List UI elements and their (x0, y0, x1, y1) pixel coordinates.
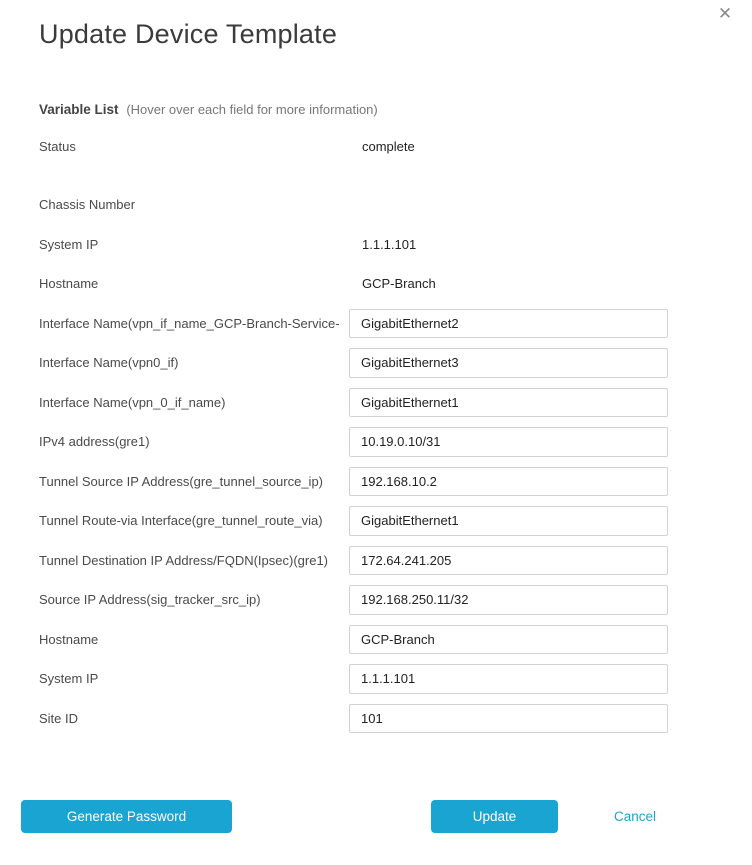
row-system-ip-readonly (39, 225, 668, 265)
system-ip-input[interactable] (349, 664, 668, 694)
row-status (39, 127, 668, 167)
status-label: Status (39, 139, 76, 155)
source-ip-sig-tracker-label: Source IP Address(sig_tracker_src_ip) (39, 592, 261, 608)
chassis-number-label: Chassis Number (39, 197, 136, 213)
hostname-input[interactable] (349, 625, 668, 655)
ipv4-address-gre1-label: IPv4 address(gre1) (39, 434, 150, 450)
source-ip-sig-tracker-input[interactable] (349, 585, 668, 615)
row-ipv4-address-gre1 (39, 422, 668, 462)
interface-name-service-vpn-label: Interface Name(vpn_if_name_GCP-Branch-Service- (39, 315, 340, 331)
hostname-value: GCP-Branch (362, 276, 436, 292)
system-ip-value: 1.1.1.101 (362, 236, 417, 252)
variable-list-heading (39, 102, 378, 117)
cancel-button[interactable]: Cancel (614, 809, 657, 824)
row-system-ip-editable (39, 659, 668, 699)
row-interface-name-vpn0-if (39, 343, 668, 383)
variable-list-label: Variable List (39, 102, 119, 117)
row-interface-name-service-vpn (39, 304, 668, 344)
interface-name-service-vpn-input[interactable] (349, 309, 668, 339)
row-site-id (39, 699, 668, 739)
hostname-label: Hostname (39, 276, 99, 292)
modal-footer (0, 800, 752, 833)
interface-name-vpn0-if-input[interactable] (349, 348, 668, 378)
page-title: Update Device Template (39, 19, 338, 49)
row-chassis-number (39, 185, 668, 225)
row-source-ip-sig-tracker (39, 580, 668, 620)
row-tunnel-source-ip (39, 462, 668, 502)
hostname-editable-label: Hostname (39, 631, 99, 647)
close-icon[interactable]: ✕ (717, 4, 733, 23)
row-interface-name-vpn-0-if-name (39, 383, 668, 423)
tunnel-source-ip-input[interactable] (349, 467, 668, 497)
tunnel-destination-ip-input[interactable] (349, 546, 668, 576)
tunnel-route-via-interface-label: Tunnel Route-via Interface(gre_tunnel_route_via) (39, 513, 323, 529)
site-id-input[interactable] (349, 704, 668, 734)
status-value: complete (362, 139, 415, 155)
row-hostname-editable (39, 620, 668, 660)
system-ip-editable-label: System IP (39, 671, 99, 687)
variable-list-hint: (Hover over each field for more information) (126, 102, 378, 117)
interface-name-vpn0-if-label: Interface Name(vpn0_if) (39, 355, 179, 371)
tunnel-route-via-interface-input[interactable] (349, 506, 668, 536)
ipv4-address-gre1-input[interactable] (349, 427, 668, 457)
interface-name-vpn-0-if-name-label: Interface Name(vpn_0_if_name) (39, 394, 226, 410)
system-ip-label: System IP (39, 236, 99, 252)
row-tunnel-destination-ip (39, 541, 668, 581)
row-tunnel-route-via-interface (39, 501, 668, 541)
row-hostname-readonly (39, 264, 668, 304)
generate-password-button[interactable]: Generate Password (21, 800, 232, 833)
site-id-label: Site ID (39, 710, 79, 726)
tunnel-source-ip-label: Tunnel Source IP Address(gre_tunnel_source_ip) (39, 473, 324, 489)
interface-name-vpn-0-if-name-input[interactable] (349, 388, 668, 418)
variable-list (39, 127, 668, 738)
tunnel-destination-ip-label: Tunnel Destination IP Address/FQDN(Ipsec)(gre1) (39, 552, 329, 568)
update-button[interactable]: Update (431, 800, 558, 833)
